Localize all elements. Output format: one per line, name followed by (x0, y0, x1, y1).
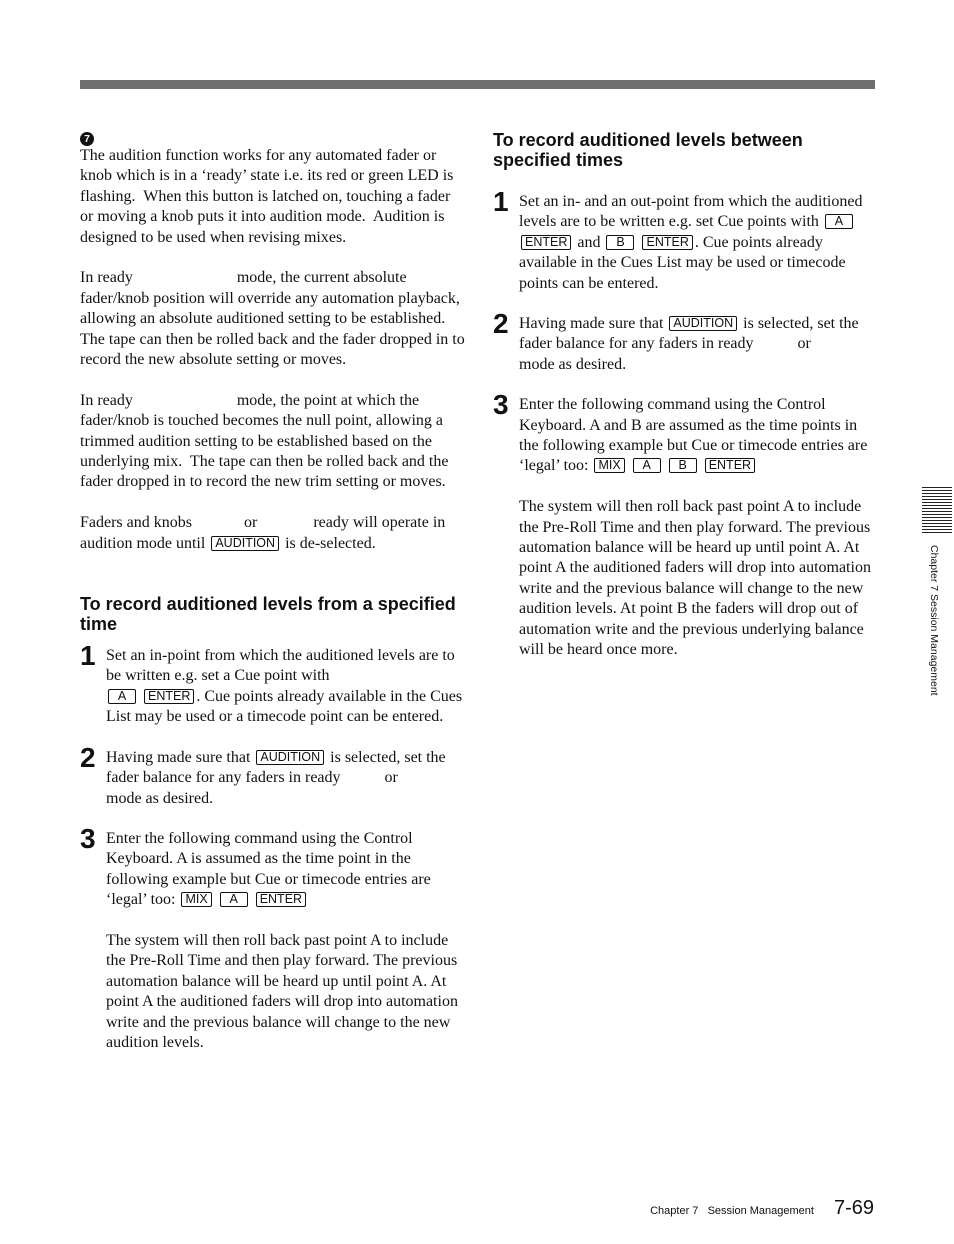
step-number: 3 (493, 389, 509, 421)
intro-paragraph-2: In ready mode, the current absolute fader/knob position will override any automation playback, allowing an absolute auditioned setting to be established. The tape can then be rolled back and the fader dropped in to record the new absolute setting or moves. (80, 269, 469, 369)
step-text: Having made sure that (519, 315, 664, 333)
step-text-cont: is selected, set the fader balance for any faders in ready or mode as desired. (519, 315, 867, 373)
step-text: Set an in-point from which the auditioned levels are to be written e.g. set a Cue point with (106, 647, 455, 685)
step-text-cont: . Cue points already available in the Cues List may be used or a timecode point can be entered. (106, 687, 463, 726)
step-2 (493, 308, 878, 375)
key-b: B (606, 235, 634, 250)
key-a: A (633, 458, 661, 473)
step-3-result: The system will then roll back past point A to include the Pre-Roll Time and then play forward. The previous automation balance will be heard up until point A. At point A the auditioned faders will drop into automation write and the previous balance will change to the new audition levels. At point B the faders will drop out of automation write and the previous underlying balance will be heard once more. (519, 498, 871, 659)
right-column (493, 130, 878, 661)
step-number: 2 (493, 308, 509, 340)
audition-key: AUDITION (256, 750, 324, 765)
intro-paragraph-3: In ready mode, the point at which the fader/knob is touched becomes the null point, allowing a trimmed audition setting to be established based on the underlying mix. The tape can then be rolled back and the fader dropped in to record the new trim setting or moves. (80, 391, 453, 491)
audition-key: AUDITION (211, 536, 279, 551)
key-mix: MIX (594, 458, 624, 473)
key-mix: MIX (181, 892, 211, 907)
key-a: A (825, 214, 853, 229)
key-enter: ENTER (705, 458, 755, 473)
header-rule (80, 80, 875, 89)
step-text: Enter the following command using the Control Keyboard. A and B are assumed as the time points in the following example but Cue or timecode entries are ‘legal’ too: (519, 396, 868, 475)
intro-paragraph-1: The audition function works for any automated fader or knob which is in a ‘ready’ state i.e. its red or green LED is flashing. When this button is latched on, touching a fader or moving a knob puts it into audition mode. Audition is designed to be used when revising mixes. (80, 147, 458, 246)
footer-chapter: Chapter 7 Session Management (650, 1205, 814, 1217)
step-1 (80, 640, 465, 728)
step-text-and: and (577, 233, 601, 251)
step-3-result: The system will then roll back past point A to include the Pre-Roll Time and then play forward. The previous automation balance will be heard up until point A. At point A the auditioned faders will drop into automation write and the previous balance will change to the new audition levels. (106, 931, 458, 1051)
page-footer (650, 1197, 874, 1220)
page-number: 7-69 (833, 1197, 874, 1219)
step-text-cont: . Cue points already available in the Cues List may be used or timecode points can be entered. (519, 233, 846, 292)
key-enter: ENTER (521, 235, 571, 250)
side-chapter-label: Chapter 7 Session Management (928, 545, 940, 696)
left-column (80, 128, 469, 1053)
chapter-thumb-tab (922, 487, 952, 533)
section-heading-between-times: To record auditioned levels between specified times (493, 130, 803, 170)
step-text: Set an in- and an out-point from which the auditioned levels are to be written e.g. set Cue points with (519, 193, 863, 231)
key-a: A (220, 892, 248, 907)
step-number: 3 (80, 822, 96, 854)
key-enter: ENTER (144, 689, 194, 704)
audition-key: AUDITION (669, 316, 737, 331)
faders-text-suffix: is de-selected. (285, 534, 376, 552)
step-text-cont: is selected, set the fader balance for any faders in ready or mode as desired. (106, 748, 454, 807)
step-number: 1 (80, 640, 96, 672)
section-heading-specified-time: To record auditioned levels from a specified time (80, 594, 456, 635)
step-2 (80, 741, 465, 809)
section-marker-7: 7 (80, 132, 94, 146)
step-3 (80, 822, 465, 1053)
step-number: 2 (80, 741, 96, 773)
step-1 (493, 186, 878, 294)
faders-paragraph (80, 513, 465, 554)
step-text: Having made sure that (106, 748, 251, 766)
step-3 (493, 389, 878, 660)
key-a: A (108, 689, 136, 704)
faders-text-prefix: Faders and knobs or ready will operate in audition mode until (80, 514, 450, 552)
key-b: B (669, 458, 697, 473)
key-enter: ENTER (642, 235, 692, 250)
step-number: 1 (493, 186, 509, 217)
step-text: Enter the following command using the Control Keyboard. A is assumed as the time point in the following example but Cue or timecode entries are ‘legal’ too: (106, 829, 431, 909)
key-enter: ENTER (256, 892, 306, 907)
